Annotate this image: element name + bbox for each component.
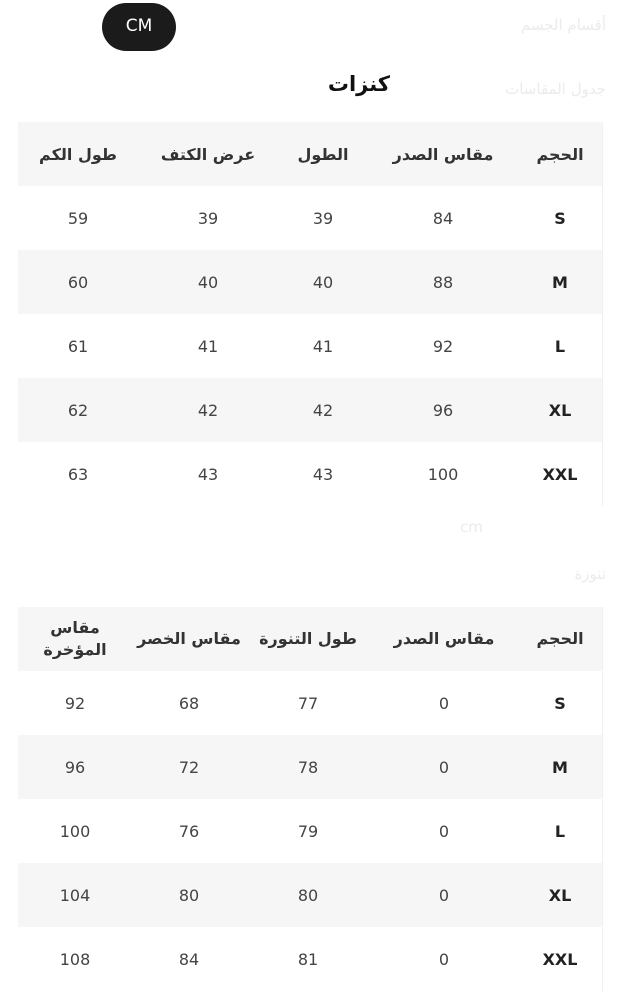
- value-cell: 81: [297, 949, 319, 969]
- size-cell: XXL: [542, 949, 578, 969]
- value-cell: 63: [67, 464, 89, 484]
- value-cell: 88: [432, 272, 454, 292]
- value-cell: 80: [178, 885, 200, 905]
- value-cell: 40: [197, 272, 219, 292]
- value-cell: 108: [59, 949, 91, 969]
- value-cell: 42: [312, 400, 334, 420]
- unit-toggle-button[interactable]: CM: [102, 3, 176, 51]
- value-cell: 59: [67, 208, 89, 228]
- value-cell: 84: [178, 949, 200, 969]
- value-cell: 39: [197, 208, 219, 228]
- faded-unit-text: cm: [460, 518, 483, 536]
- value-cell: 41: [312, 336, 334, 356]
- size-cell: L: [554, 821, 566, 841]
- size-cell: S: [554, 693, 566, 713]
- table-row: [18, 735, 602, 799]
- faded-section-text: تنورة: [574, 565, 606, 583]
- header-length: الطول: [297, 144, 349, 164]
- size-cell: M: [552, 272, 568, 292]
- table-row: [18, 671, 602, 735]
- table-row: [18, 927, 602, 991]
- table-row: [18, 863, 602, 927]
- value-cell: 0: [438, 821, 450, 841]
- table-row: [18, 799, 602, 863]
- value-cell: 0: [438, 949, 450, 969]
- value-cell: 43: [312, 464, 334, 484]
- value-cell: 92: [432, 336, 454, 356]
- value-cell: 61: [67, 336, 89, 356]
- size-cell: M: [552, 757, 568, 777]
- faded-subtitle: جدول المقاسات: [505, 80, 606, 98]
- table-row: [18, 250, 602, 314]
- value-cell: 92: [64, 693, 86, 713]
- value-cell: 0: [438, 885, 450, 905]
- header-size: الحجم: [536, 629, 584, 648]
- faded-header-text: أقسام الجسم: [520, 16, 606, 34]
- header-chest: مقاس الصدر: [393, 629, 495, 648]
- value-cell: 43: [197, 464, 219, 484]
- header-skirt-length: طول التنورة: [259, 629, 357, 648]
- value-cell: 0: [438, 757, 450, 777]
- value-cell: 104: [59, 885, 91, 905]
- header-hip: مقاس المؤخرة: [43, 618, 107, 659]
- value-cell: 40: [312, 272, 334, 292]
- value-cell: 62: [67, 400, 89, 420]
- value-cell: 42: [197, 400, 219, 420]
- table-row: [18, 314, 602, 378]
- table-row: [18, 378, 602, 442]
- value-cell: 100: [427, 464, 459, 484]
- tops-size-table: [18, 122, 603, 506]
- header-waist: مقاس الخصر: [137, 629, 241, 648]
- header-chest: مقاس الصدر: [392, 144, 494, 164]
- value-cell: 68: [178, 693, 200, 713]
- value-cell: 100: [59, 821, 91, 841]
- size-cell: XL: [548, 885, 572, 905]
- header-sleeve: طول الكم: [39, 144, 117, 164]
- value-cell: 0: [438, 693, 450, 713]
- value-cell: 96: [64, 757, 86, 777]
- value-cell: 96: [432, 400, 454, 420]
- value-cell: 72: [178, 757, 200, 777]
- table-header-row: [18, 122, 602, 186]
- header-size: الحجم: [536, 144, 584, 164]
- size-cell: XL: [548, 400, 572, 420]
- value-cell: 41: [197, 336, 219, 356]
- skirts-size-table: [18, 607, 603, 991]
- value-cell: 39: [312, 208, 334, 228]
- tops-section-title: كنزات: [327, 72, 390, 96]
- value-cell: 79: [297, 821, 319, 841]
- table-row: [18, 186, 602, 250]
- value-cell: 60: [67, 272, 89, 292]
- value-cell: 76: [178, 821, 200, 841]
- value-cell: 80: [297, 885, 319, 905]
- table-row: [18, 442, 602, 506]
- size-cell: XXL: [542, 464, 578, 484]
- header-shoulder: عرض الكتف: [160, 144, 256, 164]
- size-cell: L: [554, 336, 566, 356]
- size-cell: S: [554, 208, 566, 228]
- value-cell: 78: [297, 757, 319, 777]
- value-cell: 77: [297, 693, 319, 713]
- value-cell: 84: [432, 208, 454, 228]
- table-header-row: [18, 607, 602, 671]
